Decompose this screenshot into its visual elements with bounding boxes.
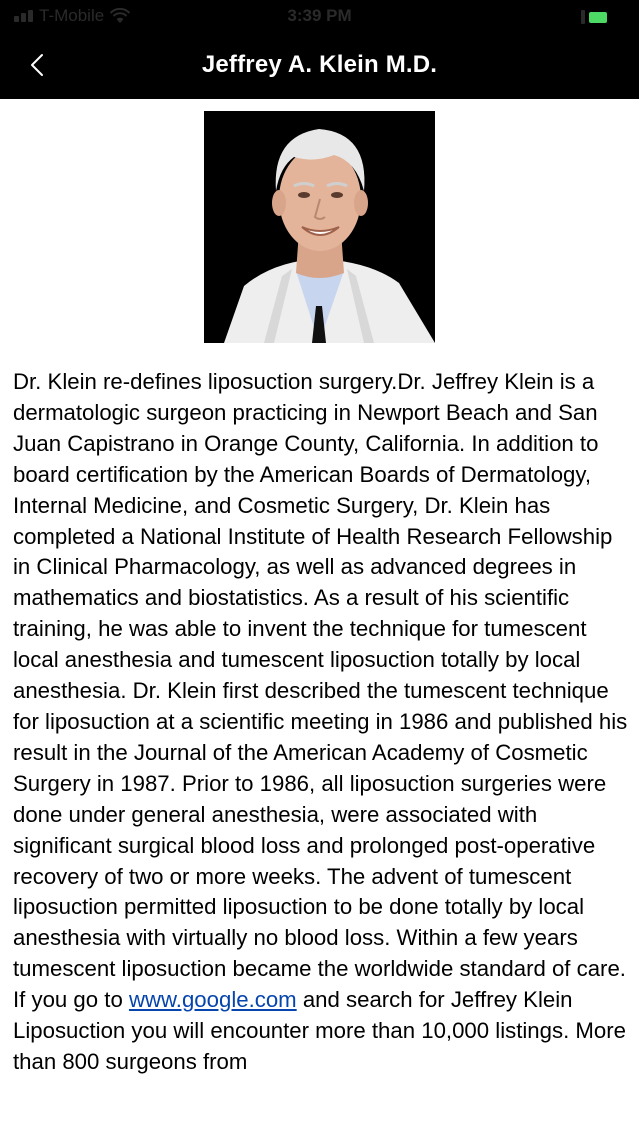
- doctor-portrait-illustration: [204, 111, 435, 343]
- doctor-portrait-image: [204, 111, 435, 343]
- status-time: 3:39 PM: [287, 6, 352, 25]
- carrier-label: T-Mobile: [39, 6, 105, 25]
- google-link[interactable]: www.google.com: [128, 987, 297, 1013]
- status-bar: [0, 0, 639, 34]
- navigation-header: [0, 0, 639, 99]
- bio-text-part-1: Dr. Klein re-defines liposuction surgery.Dr. Jeffrey Klein is a dermatologic surgeon practicing in Newport Beach and San Juan Capistrano in Orange County, California. In addition to board certification by the American Boards of Dermatology, Internal Medicine, and Cosmetic Surgery, Dr. Klein has completed a National Institute of Health Research Fellowship in Clinical Pharmacology, as well as advanced degrees in mathematics and biostatistics. As a result of his scientific training, he was able to invent the technique for tumescent local anesthesia and tumescent liposuction totally by local anesthesia. Dr. Klein first described the tumescent technique for liposuction at a scientific meeting in 1986 and published his result in the Journal of the American Academy of Cosmetic Surgery in 1987. Prior to 1986, all liposuction surgeries were done under general anesthesia, were associated with significant surgical blood loss and prolonged post-operative recovery of two or more weeks. The advent of tumescent liposuction permitted liposuction to be done totally by local anesthesia with virtually no blood loss. Within a few years tumescent liposuction became the worldwide standard of care. If you go to: [13, 369, 628, 1013]
- battery-icon: [581, 9, 625, 25]
- page-title: Jeffrey A. Klein M.D.: [201, 51, 438, 78]
- bio-text: [13, 367, 633, 1078]
- bio-text-part-2: and search for Jeffrey Klein Liposuction you will encounter more than 10,000 listings. More than 800 surgeons from: [13, 987, 626, 1074]
